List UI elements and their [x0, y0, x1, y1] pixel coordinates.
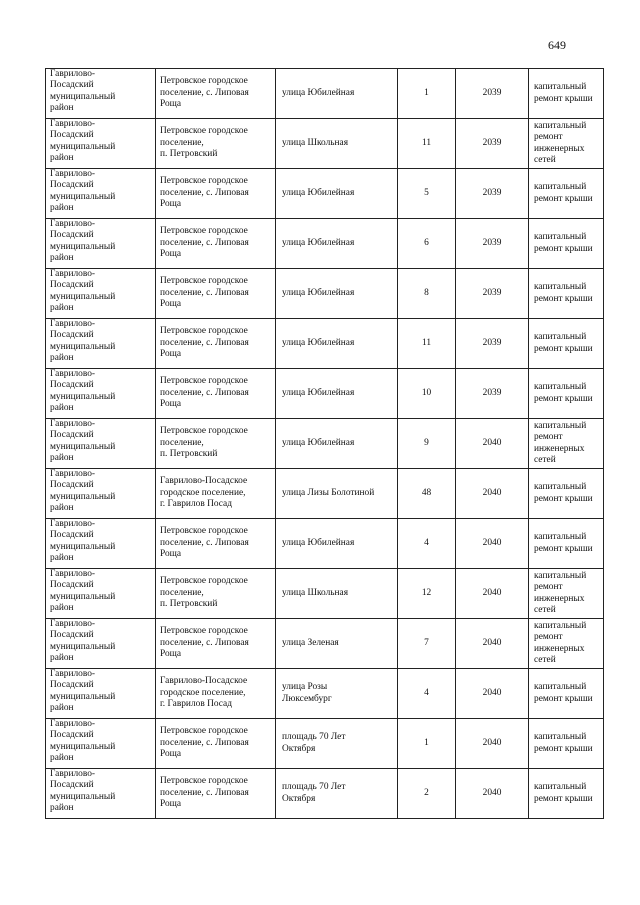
district-cell: [46, 469, 156, 519]
year-cell-text: 2040: [482, 537, 502, 548]
house-number-cell-text: 8: [424, 287, 429, 298]
year-cell: [456, 369, 529, 419]
work-type-cell: [529, 569, 604, 619]
year-cell-text: 2040: [482, 737, 502, 748]
district-cell: [46, 719, 156, 769]
work-type-cell-text: капитальный ремонт крыши: [534, 182, 593, 204]
work-type-cell: [529, 119, 604, 169]
district-cell: [46, 369, 156, 419]
year-cell-text: 2040: [482, 487, 502, 498]
work-type-cell: [529, 269, 604, 319]
settlement-cell: [156, 469, 276, 519]
district-cell-text: Гаврилово- Посадский муниципальный район: [50, 769, 116, 814]
year-cell-text: 2039: [482, 187, 502, 198]
district-cell-text: Гаврилово- Посадский муниципальный район: [50, 569, 116, 614]
district-cell-text: Гаврилово- Посадский муниципальный район: [50, 169, 116, 214]
settlement-cell-text: Петровское городское поселение, с. Липовая Роща: [160, 776, 249, 810]
year-cell: [456, 769, 529, 819]
work-type-cell-text: капитальный ремонт инженерных сетей: [534, 620, 587, 665]
table-row: [46, 419, 604, 469]
table-row: [46, 219, 604, 269]
street-cell: [276, 569, 398, 619]
table-row: [46, 469, 604, 519]
house-number-cell-text: 9: [424, 437, 429, 448]
street-cell-text: улица Юбилейная: [282, 237, 355, 248]
street-cell: [276, 719, 398, 769]
work-type-cell: [529, 319, 604, 369]
year-cell-text: 2040: [482, 587, 502, 598]
work-type-cell: [529, 219, 604, 269]
street-cell-text: улица Юбилейная: [282, 187, 355, 198]
street-cell: [276, 269, 398, 319]
year-cell: [456, 319, 529, 369]
settlement-cell: [156, 519, 276, 569]
house-number-cell-text: 1: [424, 737, 429, 748]
settlement-cell: [156, 569, 276, 619]
district-cell-text: Гаврилово- Посадский муниципальный район: [50, 419, 116, 464]
district-cell: [46, 69, 156, 119]
street-cell-text: улица Юбилейная: [282, 537, 355, 548]
table-row: [46, 519, 604, 569]
work-type-cell-text: капитальный ремонт инженерных сетей: [534, 420, 587, 465]
work-type-cell: [529, 769, 604, 819]
table-row: [46, 619, 604, 669]
settlement-cell: [156, 719, 276, 769]
year-cell-text: 2040: [482, 437, 502, 448]
district-cell-text: Гаврилово- Посадский муниципальный район: [50, 69, 116, 114]
street-cell-text: площадь 70 Лет Октября: [282, 782, 346, 804]
street-cell-text: улица Лизы Болотиной: [282, 487, 375, 498]
settlement-cell-text: Петровское городское поселение, п. Петровский: [160, 126, 248, 160]
year-cell-text: 2039: [482, 87, 502, 98]
settlement-cell: [156, 619, 276, 669]
year-cell-text: 2040: [482, 687, 502, 698]
district-cell-text: Гаврилово- Посадский муниципальный район: [50, 669, 116, 714]
house-number-cell-text: 4: [424, 537, 429, 548]
house-number-cell: [398, 319, 456, 369]
house-number-cell-text: 10: [421, 387, 432, 398]
year-cell: [456, 119, 529, 169]
settlement-cell: [156, 119, 276, 169]
house-number-cell-text: 12: [421, 587, 432, 598]
house-number-cell: [398, 669, 456, 719]
year-cell: [456, 269, 529, 319]
table-row: [46, 769, 604, 819]
street-cell: [276, 669, 398, 719]
district-cell-text: Гаврилово- Посадский муниципальный район: [50, 269, 116, 314]
street-cell-text: площадь 70 Лет Октября: [282, 732, 346, 754]
house-number-cell: [398, 219, 456, 269]
year-cell: [456, 469, 529, 519]
street-cell: [276, 519, 398, 569]
work-type-cell-text: капитальный ремонт крыши: [534, 282, 593, 304]
table-row: [46, 269, 604, 319]
district-cell-text: Гаврилово- Посадский муниципальный район: [50, 319, 116, 364]
street-cell: [276, 769, 398, 819]
year-cell-text: 2039: [482, 287, 502, 298]
street-cell: [276, 369, 398, 419]
settlement-cell-text: Петровское городское поселение, п. Петровский: [160, 426, 248, 460]
work-type-cell: [529, 169, 604, 219]
house-number-cell: [398, 369, 456, 419]
settlement-cell-text: Гаврилово-Посадское городское поселение, г. Гаврилов Посад: [160, 476, 248, 510]
street-cell: [276, 69, 398, 119]
district-cell: [46, 769, 156, 819]
house-number-cell: [398, 619, 456, 669]
street-cell: [276, 469, 398, 519]
house-number-cell-text: 4: [424, 687, 429, 698]
district-cell-text: Гаврилово- Посадский муниципальный район: [50, 369, 116, 414]
house-number-cell-text: 1: [424, 87, 429, 98]
table-row: [46, 669, 604, 719]
house-number-cell-text: 6: [424, 237, 429, 248]
district-cell: [46, 319, 156, 369]
street-cell: [276, 619, 398, 669]
house-number-cell: [398, 519, 456, 569]
district-cell: [46, 519, 156, 569]
year-cell: [456, 419, 529, 469]
district-cell: [46, 419, 156, 469]
work-type-cell: [529, 369, 604, 419]
year-cell: [456, 569, 529, 619]
district-cell: [46, 619, 156, 669]
district-cell: [46, 119, 156, 169]
house-number-cell: [398, 769, 456, 819]
settlement-cell-text: Петровское городское поселение, п. Петровский: [160, 576, 248, 610]
table-row: [46, 569, 604, 619]
repair-schedule-table: [45, 68, 604, 819]
house-number-cell: [398, 419, 456, 469]
house-number-cell: [398, 569, 456, 619]
house-number-cell-text: 11: [421, 137, 432, 148]
street-cell-text: улица Юбилейная: [282, 87, 355, 98]
house-number-cell-text: 7: [424, 637, 429, 648]
year-cell: [456, 519, 529, 569]
district-cell: [46, 269, 156, 319]
settlement-cell: [156, 369, 276, 419]
settlement-cell-text: Петровское городское поселение, с. Липовая Роща: [160, 226, 249, 260]
house-number-cell: [398, 169, 456, 219]
year-cell-text: 2039: [482, 387, 502, 398]
district-cell: [46, 569, 156, 619]
house-number-cell: [398, 269, 456, 319]
street-cell-text: улица Школьная: [282, 137, 349, 148]
street-cell-text: улица Юбилейная: [282, 387, 355, 398]
house-number-cell-text: 48: [421, 487, 432, 498]
year-cell: [456, 219, 529, 269]
year-cell: [456, 69, 529, 119]
work-type-cell: [529, 469, 604, 519]
district-cell-text: Гаврилово- Посадский муниципальный район: [50, 619, 116, 664]
table-row: [46, 169, 604, 219]
table-row: [46, 69, 604, 119]
table-row: [46, 319, 604, 369]
settlement-cell-text: Петровское городское поселение, с. Липовая Роща: [160, 76, 249, 110]
year-cell: [456, 169, 529, 219]
settlement-cell-text: Петровское городское поселение, с. Липовая Роща: [160, 626, 249, 660]
district-cell: [46, 669, 156, 719]
district-cell: [46, 219, 156, 269]
house-number-cell: [398, 119, 456, 169]
work-type-cell-text: капитальный ремонт крыши: [534, 82, 593, 104]
street-cell-text: улица Юбилейная: [282, 437, 355, 448]
street-cell-text: улица Юбилейная: [282, 337, 355, 348]
street-cell: [276, 319, 398, 369]
district-cell-text: Гаврилово- Посадский муниципальный район: [50, 219, 116, 264]
street-cell-text: улица Школьная: [282, 587, 349, 598]
work-type-cell: [529, 619, 604, 669]
district-cell-text: Гаврилово- Посадский муниципальный район: [50, 719, 116, 764]
year-cell-text: 2039: [482, 337, 502, 348]
settlement-cell: [156, 219, 276, 269]
settlement-cell: [156, 769, 276, 819]
settlement-cell: [156, 419, 276, 469]
table-body: [46, 69, 604, 819]
house-number-cell: [398, 69, 456, 119]
street-cell: [276, 119, 398, 169]
district-cell-text: Гаврилово- Посадский муниципальный район: [50, 469, 116, 514]
table-row: [46, 369, 604, 419]
page-number: 649: [548, 38, 566, 52]
street-cell-text: улица Зеленая: [282, 637, 339, 648]
work-type-cell: [529, 69, 604, 119]
settlement-cell: [156, 669, 276, 719]
work-type-cell: [529, 669, 604, 719]
street-cell: [276, 219, 398, 269]
house-number-cell-text: 5: [424, 187, 429, 198]
street-cell: [276, 169, 398, 219]
house-number-cell-text: 11: [421, 337, 432, 348]
year-cell-text: 2039: [482, 137, 502, 148]
house-number-cell-text: 2: [424, 787, 429, 798]
work-type-cell-text: капитальный ремонт инженерных сетей: [534, 570, 587, 615]
year-cell-text: 2039: [482, 237, 502, 248]
street-cell-text: улица Юбилейная: [282, 287, 355, 298]
work-type-cell: [529, 419, 604, 469]
year-cell-text: 2040: [482, 787, 502, 798]
work-type-cell: [529, 719, 604, 769]
work-type-cell-text: капитальный ремонт крыши: [534, 482, 593, 504]
settlement-cell-text: Петровское городское поселение, с. Липовая Роща: [160, 726, 249, 760]
house-number-cell: [398, 469, 456, 519]
settlement-cell: [156, 319, 276, 369]
district-cell-text: Гаврилово- Посадский муниципальный район: [50, 519, 116, 564]
year-cell-text: 2040: [482, 637, 502, 648]
street-cell: [276, 419, 398, 469]
work-type-cell-text: капитальный ремонт крыши: [534, 532, 593, 554]
work-type-cell-text: капитальный ремонт крыши: [534, 382, 593, 404]
settlement-cell-text: Петровское городское поселение, с. Липовая Роща: [160, 326, 249, 360]
work-type-cell-text: капитальный ремонт крыши: [534, 732, 593, 754]
district-cell: [46, 169, 156, 219]
work-type-cell: [529, 519, 604, 569]
settlement-cell-text: Петровское городское поселение, с. Липовая Роща: [160, 376, 249, 410]
year-cell: [456, 669, 529, 719]
house-number-cell: [398, 719, 456, 769]
year-cell: [456, 619, 529, 669]
settlement-cell-text: Гаврилово-Посадское городское поселение, г. Гаврилов Посад: [160, 676, 248, 710]
settlement-cell-text: Петровское городское поселение, с. Липовая Роща: [160, 176, 249, 210]
settlement-cell: [156, 69, 276, 119]
settlement-cell: [156, 269, 276, 319]
work-type-cell-text: капитальный ремонт крыши: [534, 232, 593, 254]
street-cell-text: улица Розы Люксембург: [282, 682, 332, 704]
work-type-cell-text: капитальный ремонт крыши: [534, 682, 593, 704]
work-type-cell-text: капитальный ремонт крыши: [534, 332, 593, 354]
table-row: [46, 719, 604, 769]
work-type-cell-text: капитальный ремонт крыши: [534, 782, 593, 804]
district-cell-text: Гаврилово- Посадский муниципальный район: [50, 119, 116, 164]
settlement-cell: [156, 169, 276, 219]
settlement-cell-text: Петровское городское поселение, с. Липовая Роща: [160, 276, 249, 310]
work-type-cell-text: капитальный ремонт инженерных сетей: [534, 120, 587, 165]
settlement-cell-text: Петровское городское поселение, с. Липовая Роща: [160, 526, 249, 560]
year-cell: [456, 719, 529, 769]
table-row: [46, 119, 604, 169]
